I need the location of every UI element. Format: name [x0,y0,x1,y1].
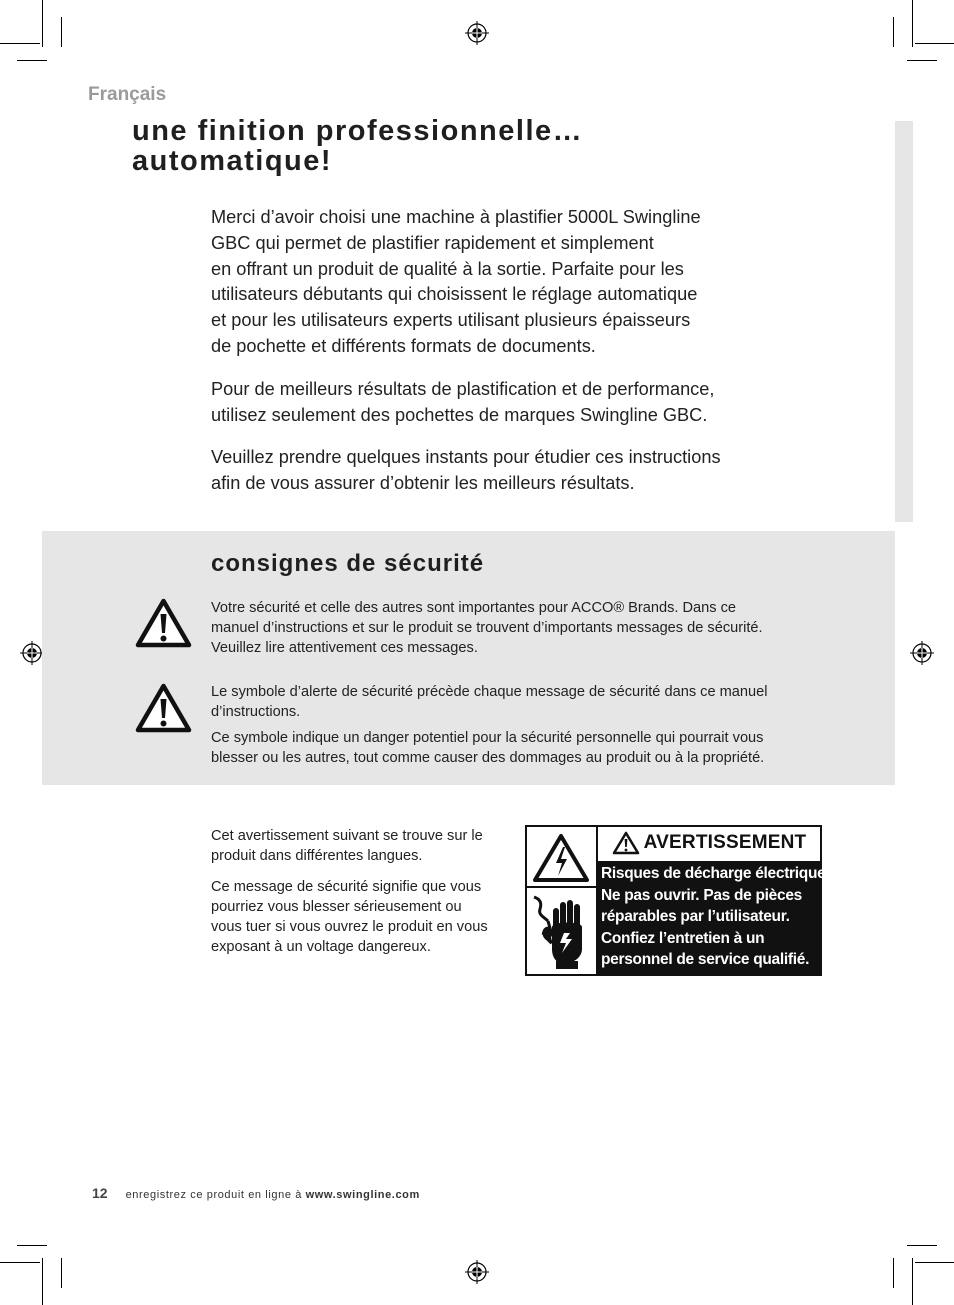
text-line: réparables par l’utilisateur. [601,908,790,925]
title-line: automatique! [132,145,333,177]
text-line: utilisez seulement des pochettes de marques Swingline GBC. [211,404,708,425]
text-line: Votre sécurité et celle des autres sont importantes pour ACCO® Brands. Dans ce [211,600,737,616]
text-line: utilisateurs débutants qui choisissent le réglage automatique [211,284,698,305]
text-line: Ne pas ouvrir. Pas de pièces [601,886,802,904]
intro-paragraph [211,445,781,497]
notice-paragraph [211,826,516,866]
text-line: GBC qui permet de plastifier rapidement et simplement [211,232,654,253]
text-line: en offrant un produit de qualité à la sortie. Parfaite pour les [211,258,684,279]
text-line: Le symbole d’alerte de sécurité précède chaque message de sécurité dans ce manuel [211,684,768,700]
side-tab-bar [895,121,913,522]
text-line: pourriez vous blesser sérieusement ou [211,899,462,915]
warning-label-body [598,861,830,974]
registration-mark-icon [910,641,934,665]
intro-paragraph [211,377,781,429]
intro-text [211,205,781,514]
safety-block-2 [211,682,821,774]
registration-mark-icon [20,641,44,665]
safety-paragraph [211,598,821,658]
text-line: Cet avertissement suivant se trouve sur le [211,828,483,844]
text-line: de pochette et différents formats de documents. [211,335,596,356]
warning-label-header [598,827,820,859]
icon-divider [527,886,596,888]
registration-mark-icon [465,1260,489,1284]
page-title [132,116,752,176]
warning-triangle-icon [135,683,192,733]
warning-label [525,825,830,976]
warning-triangle-icon [612,831,640,855]
text-line: Pour de meilleurs résultats de plastification et de performance, [211,378,715,399]
language-label: Français [88,84,167,105]
text-line: afin de vous assurer d’obtenir les meilleurs résultats. [211,473,635,494]
text-line: Veuillez lire attentivement ces messages. [211,640,478,656]
page-number: 12 [92,1185,108,1201]
registration-mark-icon [465,21,489,45]
warning-notice-text [211,826,516,968]
text-line: vous tuer si vous ouvrez le produit en vous [211,919,488,935]
text-line: Ce symbole indique un danger potentiel pour la sécurité personnelle qui pourrait vous [211,730,764,746]
warning-label-icon-column [527,827,598,974]
text-line: blesser ou les autres, tout comme causer des dommages au produit ou à la propriété. [211,750,765,766]
warning-label-heading: AVERTISSEMENT [643,832,807,853]
text-line: Veuillez prendre quelques instants pour étudier ces instructions [211,447,721,468]
safety-paragraph [211,682,821,722]
text-line: et pour les utilisateurs experts utilisant plusieurs épaisseurs [211,310,691,331]
text-line: personnel de service qualifié. [601,951,810,968]
text-line: Risques de décharge électrique. [601,865,830,882]
text-line: Merci d’avoir choisi une machine à plastifier 5000L Swingline [211,207,701,227]
warning-triangle-icon [135,598,192,648]
text-line: Confiez l’entretien à un [601,929,765,947]
text-line: Ce message de sécurité signifie que vous [211,879,482,895]
text-line: manuel d’instructions et sur le produit se trouvent d’importants messages de sécurité. [211,620,763,636]
safety-title: consignes de sécurité [211,550,485,577]
title-line: une finition professionnelle… [132,115,584,147]
text-line: d’instructions. [211,704,301,720]
page-footer [92,1185,420,1201]
website-link[interactable]: www.swingline.com [305,1189,420,1201]
register-text: enregistrez ce produit en ligne à [125,1189,306,1201]
intro-paragraph [211,205,781,360]
text-line: exposant à un voltage dangereux. [211,939,431,955]
notice-paragraph [211,877,516,957]
electric-shock-hand-icon [530,891,594,971]
safety-paragraph [211,728,821,768]
text-line: produit dans différentes langues. [211,848,423,864]
electrical-hazard-triangle-icon [532,833,590,883]
safety-block-1 [211,598,821,664]
